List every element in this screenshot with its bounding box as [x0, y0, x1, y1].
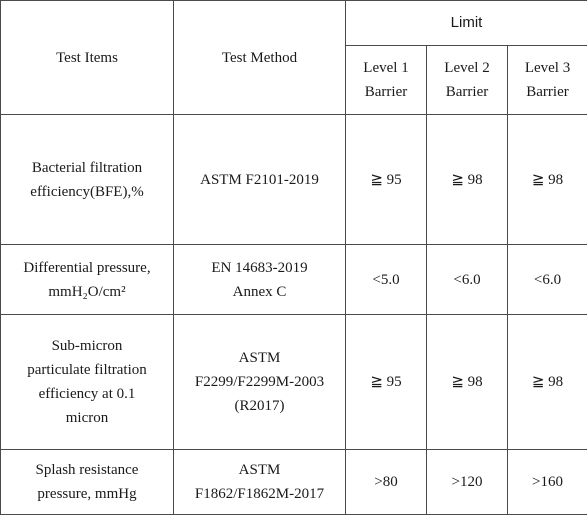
limit-level-1-cell: <5.0: [346, 245, 427, 315]
header-level-2: [427, 46, 508, 115]
test-method-line: ASTM: [178, 458, 341, 482]
limit-level-2-cell: ≧ 98: [427, 315, 508, 450]
test-method-cell: [174, 115, 346, 245]
header-level-2-line2: Barrier: [431, 80, 503, 104]
test-method-line: EN 14683-2019: [178, 256, 341, 280]
limit-level-1-cell: ≧ 95: [346, 315, 427, 450]
test-item-line: Splash resistance: [5, 458, 169, 482]
header-limit: Limit: [346, 1, 587, 46]
limit-level-1-cell: >80: [346, 450, 427, 515]
limit-level-1-cell: ≧ 95: [346, 115, 427, 245]
test-item-line: efficiency(BFE),%: [5, 180, 169, 204]
test-item-line: efficiency at 0.1: [5, 382, 169, 406]
limit-level-2-cell: >120: [427, 450, 508, 515]
limit-level-3-cell: <6.0: [508, 245, 587, 315]
test-item-line: Sub-micron: [5, 334, 169, 358]
test-method-cell: [174, 315, 346, 450]
table-row-sub-micron: [1, 315, 587, 450]
test-item-cell: [1, 315, 174, 450]
test-method-line: ASTM: [178, 346, 341, 370]
table-row-differential-pressure: [1, 245, 587, 315]
header-test-method: Test Method: [174, 1, 346, 115]
header-level-1-line1: Level 1: [350, 56, 422, 80]
test-item-line: micron: [5, 406, 169, 430]
test-method-line: F1862/F1862M-2017: [178, 482, 341, 506]
test-method-cell: [174, 245, 346, 315]
header-test-items: Test Items: [1, 1, 174, 115]
test-item-line: mmH₂O/cm²: [5, 280, 169, 304]
test-method-line: F2299/F2299M-2003: [178, 370, 341, 394]
test-item-cell: [1, 450, 174, 515]
limit-level-3-cell: >160: [508, 450, 587, 515]
test-item-line: pressure, mmHg: [5, 482, 169, 506]
table-row-splash-resistance: [1, 450, 587, 515]
header-level-3: [508, 46, 587, 115]
test-method-cell: [174, 450, 346, 515]
test-item-line: Bacterial filtration: [5, 156, 169, 180]
header-level-3-line2: Barrier: [512, 80, 583, 104]
header-level-2-line1: Level 2: [431, 56, 503, 80]
test-method-line: ASTM F2101-2019: [178, 168, 341, 192]
table-row-bfe: [1, 115, 587, 245]
limit-level-2-cell: ≧ 98: [427, 115, 508, 245]
header-row-top: [1, 1, 587, 46]
limit-level-3-cell: ≧ 98: [508, 115, 587, 245]
limit-level-3-cell: ≧ 98: [508, 315, 587, 450]
test-item-cell: [1, 245, 174, 315]
test-method-line: Annex C: [178, 280, 341, 304]
test-item-line: Differential pressure,: [5, 256, 169, 280]
test-item-line: particulate filtration: [5, 358, 169, 382]
header-level-1: [346, 46, 427, 115]
limit-level-2-cell: <6.0: [427, 245, 508, 315]
header-level-3-line1: Level 3: [512, 56, 583, 80]
test-method-line: (R2017): [178, 394, 341, 418]
header-level-1-line2: Barrier: [350, 80, 422, 104]
test-item-cell: [1, 115, 174, 245]
